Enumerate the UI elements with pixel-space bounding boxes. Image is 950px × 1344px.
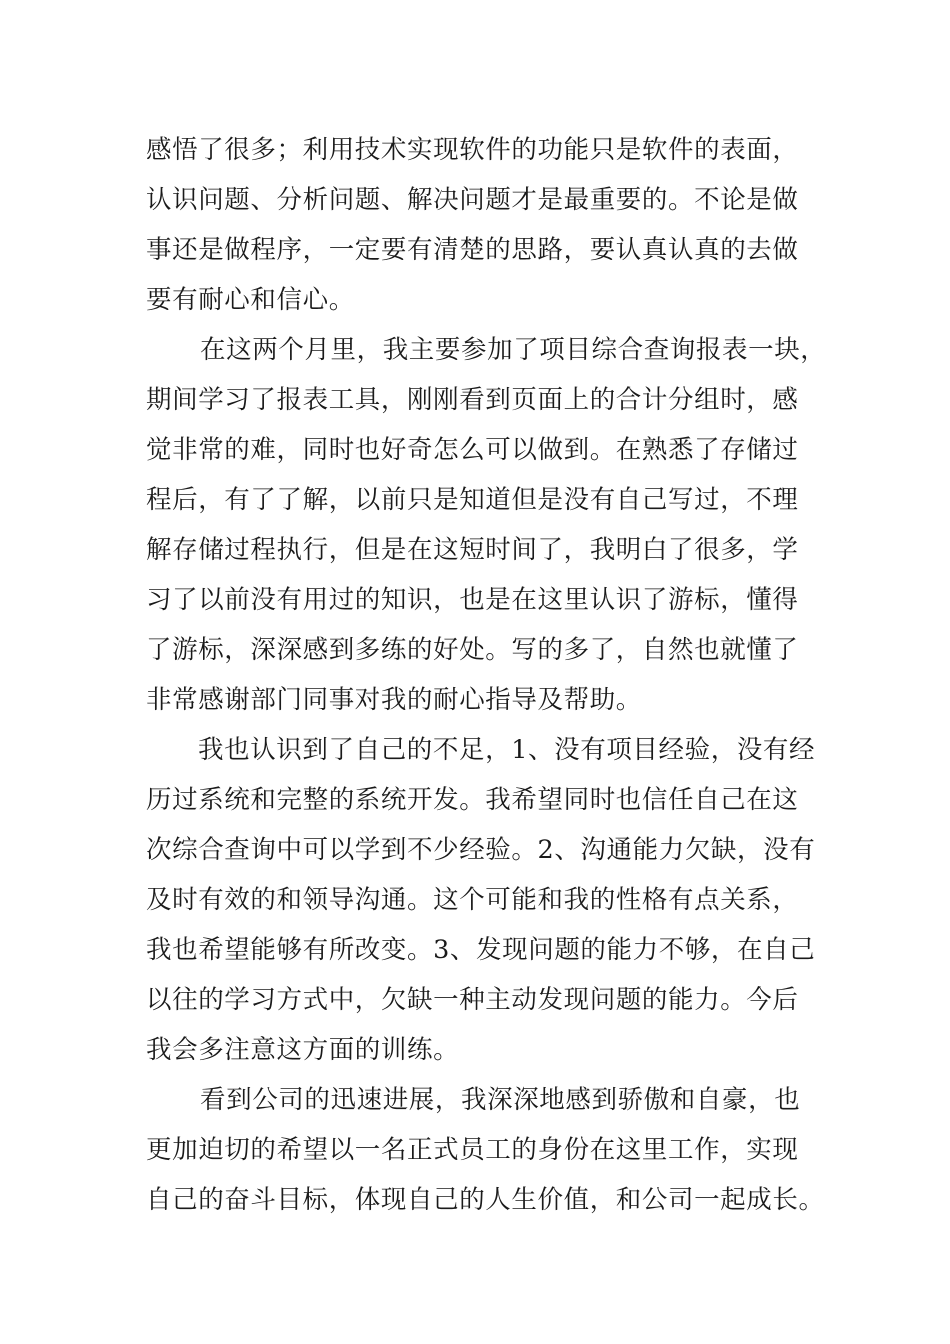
paragraph-start-line: 在这两个月里，我主要参加了项目综合查询报表一块，: [200, 335, 827, 365]
text-line: 要有耐心和信心。: [146, 285, 355, 315]
text-line: 习了以前没有用过的知识，也是在这里认识了游标，懂得: [146, 585, 799, 615]
text-line: 期间学习了报表工具，刚刚看到页面上的合计分组时，感: [146, 385, 799, 415]
text-line: 程后，有了了解，以前只是知道但是没有自己写过，不理: [146, 485, 799, 515]
text-line: 以往的学习方式中，欠缺一种主动发现问题的能力。今后: [146, 985, 799, 1015]
text-line: 事还是做程序，一定要有清楚的思路，要认真认真的去做: [146, 235, 799, 265]
text-line: 次综合查询中可以学到不少经验。2、沟通能力欠缺，没有: [146, 835, 816, 865]
text-line: 觉非常的难，同时也好奇怎么可以做到。在熟悉了存储过: [146, 435, 799, 465]
text-line: 我也希望能够有所改变。3、发现问题的能力不够，在自己: [146, 935, 816, 965]
text-line: 非常感谢部门同事对我的耐心指导及帮助。: [146, 685, 642, 715]
text-line: 自己的奋斗目标，体现自己的人生价值，和公司一起成长。: [146, 1185, 825, 1215]
text-line: 感悟了很多；利用技术实现软件的功能只是软件的表面，: [146, 135, 799, 165]
text-line: 更加迫切的希望以一名正式员工的身份在这里工作，实现: [146, 1135, 799, 1165]
paragraph-start-line: 我也认识到了自己的不足，1、没有项目经验，没有经: [198, 735, 816, 765]
text-line: 历过系统和完整的系统开发。我希望同时也信任自己在这: [146, 785, 799, 815]
text-line: 了游标，深深感到多练的好处。写的多了，自然也就懂了: [146, 635, 799, 665]
text-line: 及时有效的和领导沟通。这个可能和我的性格有点关系，: [146, 885, 799, 915]
text-line: 我会多注意这方面的训练。: [146, 1035, 460, 1065]
text-line: 解存储过程执行，但是在这短时间了，我明白了很多，学: [146, 535, 799, 565]
paragraph-start-line: 看到公司的迅速进展，我深深地感到骄傲和自豪，也: [200, 1085, 801, 1115]
text-line: 认识问题、分析问题、解决问题才是最重要的。不论是做: [146, 185, 799, 215]
